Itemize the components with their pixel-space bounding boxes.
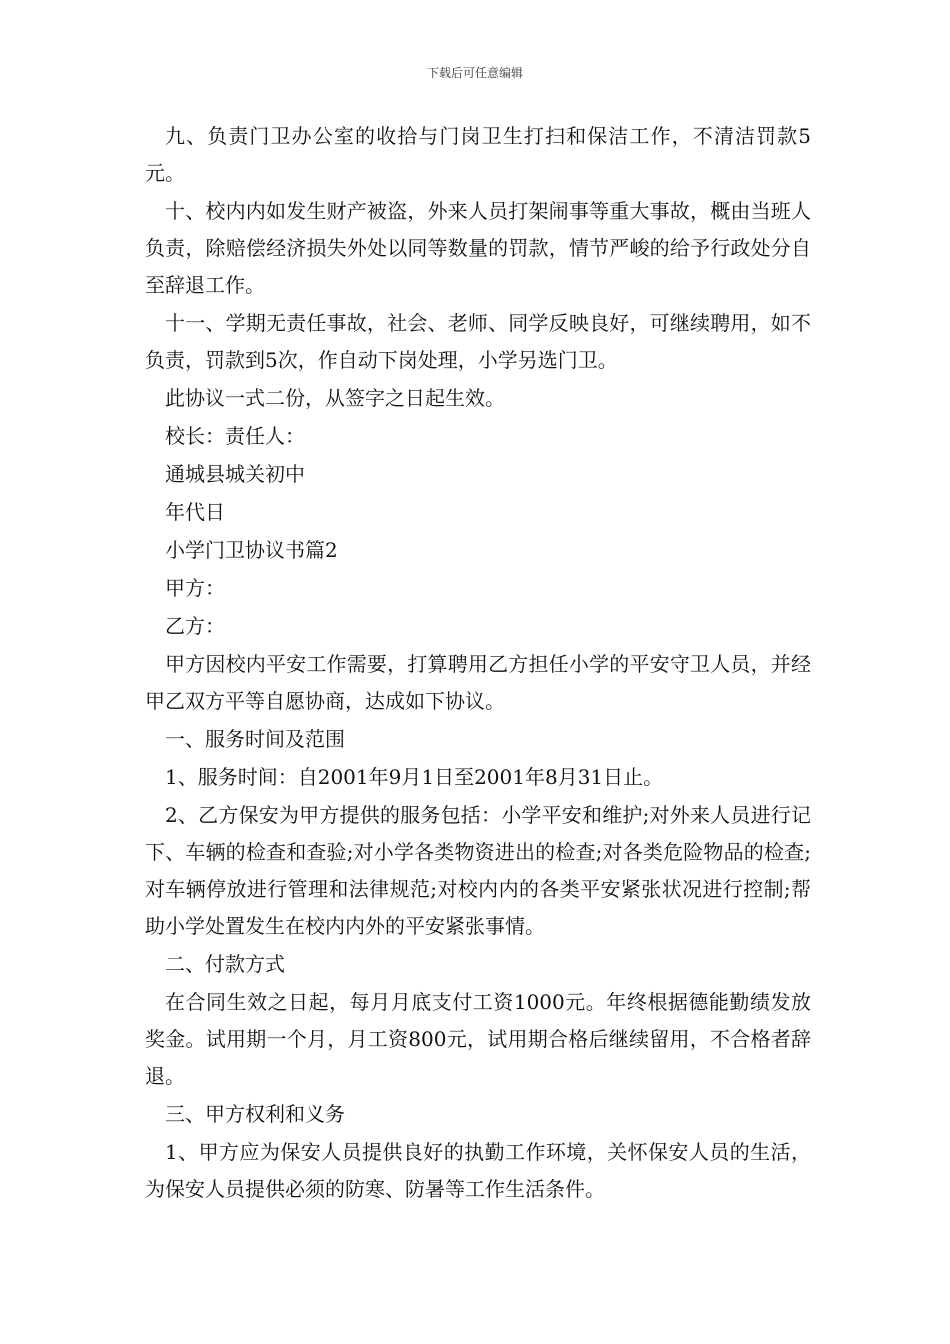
- paragraph-heading-3: 三、甲方权利和义务: [165, 1102, 345, 1126]
- paragraph-service-scope: 2、乙方保安为甲方提供的服务包括：小学平安和维护;对外来人员进行记下、车辆的检查和查验;对小学各类物资进出的检查;对各类危险物品的检查;对车辆停放进行管理和法律规范;对校内内的各类平安紧张状况进行控制;帮助小学处置发生在校内内外的平安紧张事情。: [145, 803, 811, 938]
- paragraph-section-title: 小学门卫协议书篇2: [165, 538, 338, 562]
- paragraph-clause-11: 十一、学期无责任事故，社会、老师、同学反映良好，可继续聘用，如不负责，罚款到5次，作自动下岗处理，小学另选门卫。: [145, 311, 811, 372]
- paragraph-service-time: 1、服务时间：自2001年9月1日至2001年8月31日止。: [165, 765, 664, 789]
- paragraph-clause-9: 九、负责门卫办公室的收拾与门岗卫生打扫和保洁工作，不清洁罚款5元。: [145, 124, 811, 185]
- paragraph-clause-10: 十、校内内如发生财产被盗，外来人员打架闹事等重大事故，概由当班人负责，除赔偿经济损失外处以同等数量的罚款，情节严峻的给予行政处分自至辞退工作。: [145, 199, 811, 297]
- paragraph-date: 年代日: [165, 500, 225, 524]
- page-header: 下载后可任意编辑: [426, 66, 523, 80]
- paragraph-effective: 此协议一式二份，从签字之日起生效。: [165, 386, 505, 410]
- paragraph-intro: 甲方因校内平安工作需要，打算聘用乙方担任小学的平安守卫人员，并经甲乙双方平等自愿协商，达成如下协议。: [145, 652, 811, 713]
- paragraph-payment: 在合同生效之日起，每月月底支付工资1000元。年终根据德能勤绩发放奖金。试用期一个月，月工资800元，试用期合格后继续留用，不合格者辞退。: [145, 990, 811, 1088]
- paragraph-party-b: 乙方：: [165, 614, 225, 638]
- document-body: [145, 118, 811, 1208]
- paragraph-heading-1: 一、服务时间及范围: [165, 727, 345, 751]
- paragraph-school-name: 通城县城关初中: [165, 462, 305, 486]
- paragraph-party-a-duty: 1、甲方应为保安人员提供良好的执勤工作环境，关怀保安人员的生活，为保安人员提供必须的防寒、防暑等工作生活条件。: [145, 1140, 811, 1201]
- paragraph-signatories: 校长：责任人：: [165, 424, 305, 448]
- paragraph-party-a: 甲方：: [165, 576, 225, 600]
- paragraph-heading-2: 二、付款方式: [165, 952, 285, 976]
